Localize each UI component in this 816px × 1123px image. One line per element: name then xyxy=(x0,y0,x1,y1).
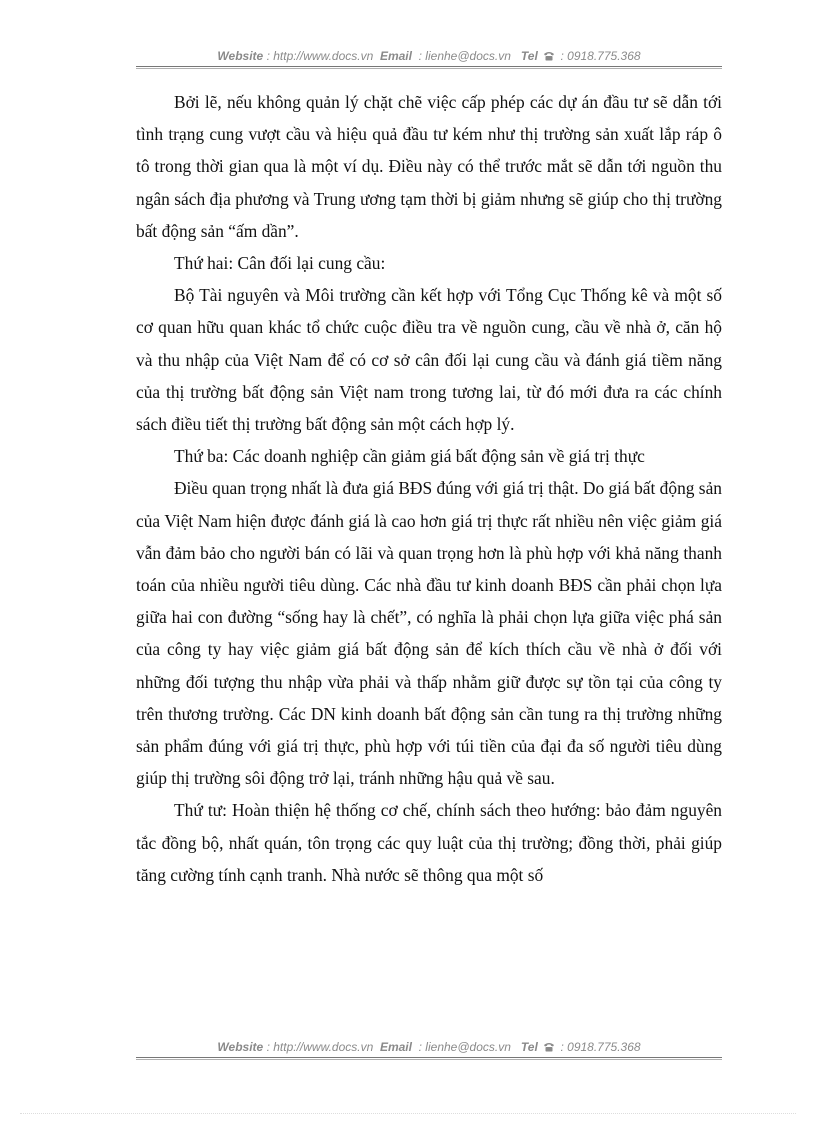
header-website-label: Website xyxy=(217,49,264,63)
footer-email-value: : lienhe@docs.vn xyxy=(418,1040,511,1054)
page-header xyxy=(136,49,722,63)
header-website-url: : http://www.docs.vn xyxy=(266,49,374,63)
phone-icon xyxy=(543,51,555,61)
paragraph: Bộ Tài nguyên và Môi trường cần kết hợp với Tổng Cục Thống kê và một số cơ quan hữu quan khác tổ chức cuộc điều tra về nguồn cung, cầu về nhà ở, căn hộ và thu nhập của Việt Nam để có cơ sở cân đối lại cung cầu và đánh giá tiềm năng của thị trường bất động sản Việt nam trong tương lai, từ đó mới đưa ra các chính sách điều tiết thị trường bất động sản một cách hợp lý. xyxy=(136,285,722,435)
header-divider xyxy=(136,66,722,69)
paragraph: Thứ tư: Hoàn thiện hệ thống cơ chế, chính sách theo hướng: bảo đảm nguyên tắc đồng bộ, nhất quán, tôn trọng các quy luật của thị trường; đồng thời, phải giúp tăng cường tính cạnh tranh. Nhà nước sẽ thông qua một số xyxy=(136,800,722,885)
header-tel-label: Tel xyxy=(520,49,538,63)
paragraph: Điều quan trọng nhất là đưa giá BĐS đúng với giá trị thật. Do giá bất động sản của Việt Nam hiện được đánh giá là cao hơn giá trị thực rất nhiều nên việc giảm giá vẫn đảm bảo cho người bán có lãi và quan trọng hơn là phù hợp với khả năng thanh toán của nhiều người tiêu dùng. Các nhà đầu tư kinh doanh BĐS cần phải chọn lựa giữa hai con đường “sống hay là chết”, có nghĩa là phải chọn lựa giữa việc phá sản của công ty hay việc giảm giá bất động sản để kích thích cầu về nhà ở đối với những đối tượng thu nhập vừa phải và thấp nhằm giữ được sự tồn tại của công ty trên thương trường. Các DN kinh doanh bất động sản cần tung ra thị trường những sản phẩm đúng với giá trị thực, phù hợp với túi tiền của đại đa số người tiêu dùng giúp thị trường sôi động trở lại, tránh những hậu quả về sau. xyxy=(136,478,722,789)
paragraph: Thứ hai: Cân đối lại cung cầu: xyxy=(174,253,386,274)
footer-email-label: Email xyxy=(379,1040,412,1054)
page-edge-divider xyxy=(20,1113,796,1114)
document-body xyxy=(136,86,722,891)
paragraph: Bởi lẽ, nếu không quản lý chặt chẽ việc cấp phép các dự án đầu tư sẽ dẫn tới tình trạng cung vượt cầu và hiệu quả đầu tư kém như thị trường sản xuất lắp ráp ô tô trong thời gian qua là một ví dụ. Điều này có thể trước mắt sẽ dẫn tới nguồn thu ngân sách địa phương và Trung ương tạm thời bị giảm nhưng sẽ giúp cho thị trường bất động sản “ấm dần”. xyxy=(136,92,722,241)
header-tel-value: : 0918.775.368 xyxy=(560,49,641,63)
paragraph: Thứ ba: Các doanh nghiệp cần giảm giá bất động sản về giá trị thực xyxy=(174,446,645,467)
footer-website-label: Website xyxy=(217,1040,264,1054)
footer-divider xyxy=(136,1057,722,1060)
page-footer xyxy=(136,1040,722,1054)
footer-website-url: : http://www.docs.vn xyxy=(266,1040,374,1054)
footer-tel-label: Tel xyxy=(520,1040,538,1054)
header-email-label: Email xyxy=(379,49,412,63)
footer-tel-value: : 0918.775.368 xyxy=(560,1040,641,1054)
header-email-value: : lienhe@docs.vn xyxy=(418,49,511,63)
phone-icon xyxy=(543,1042,555,1052)
